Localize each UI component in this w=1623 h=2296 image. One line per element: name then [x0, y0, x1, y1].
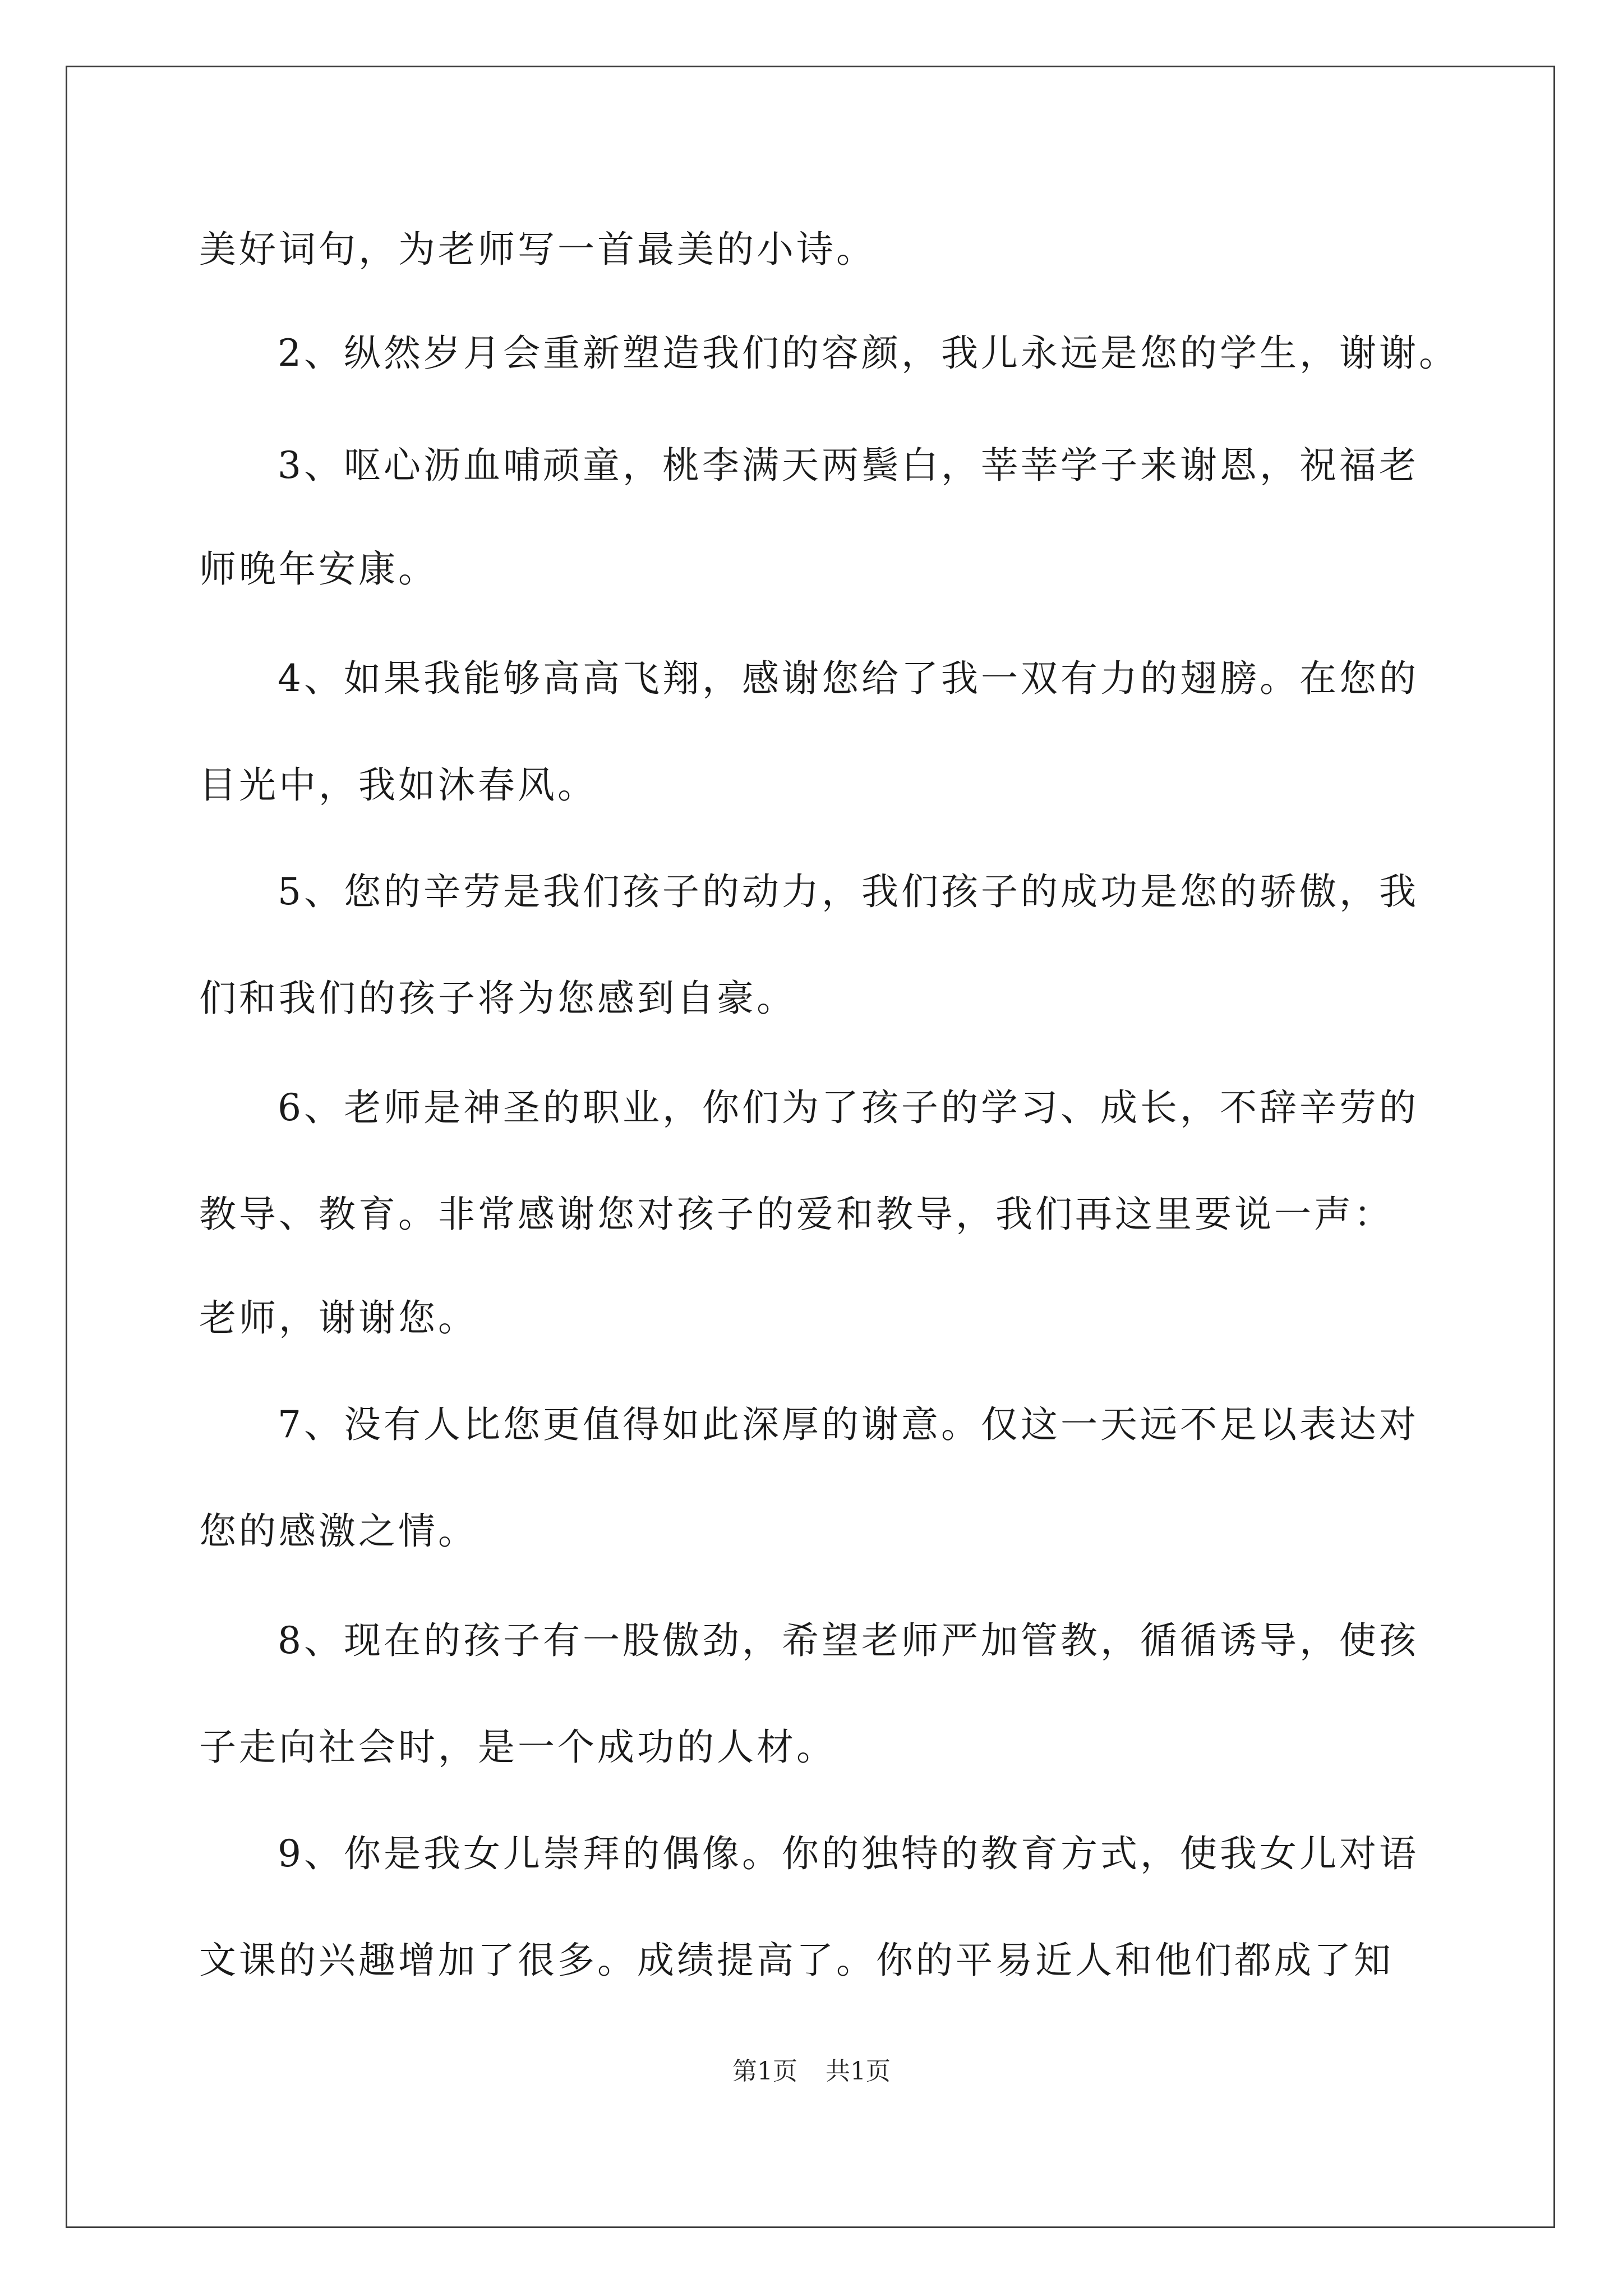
text-line: 3、呕心沥血哺顽童，桃李满天两鬓白，莘莘学子来谢恩，祝福老	[278, 444, 1419, 487]
text-line: 目光中，我如沐春风。	[199, 763, 597, 807]
page-total: 共1页	[826, 2057, 891, 2086]
text-line: 5、您的辛劳是我们孩子的动力，我们孩子的成功是您的骄傲，我	[278, 870, 1419, 913]
text-line: 们和我们的孩子将为您感到自豪。	[199, 977, 796, 1020]
text-line: 教导、教育。非常感谢您对孩子的爱和教导，我们再这里要说一声：	[199, 1193, 1394, 1236]
text-line: 师晚年安康。	[199, 547, 438, 591]
text-line: 2、纵然岁月会重新塑造我们的容颜，我儿永远是您的学生，谢谢。	[278, 332, 1459, 375]
text-line: 8、现在的孩子有一股傲劲，希望老师严加管教，循循诱导，使孩	[278, 1619, 1419, 1662]
page-footer	[0, 2056, 1623, 2087]
text-line: 美好词句，为老师写一首最美的小诗。	[199, 228, 876, 271]
text-line: 文课的兴趣增加了很多。成绩提高了。你的平易近人和他们都成了知	[199, 1939, 1394, 1982]
text-line: 6、老师是神圣的职业，你们为了孩子的学习、成长，不辞辛劳的	[278, 1086, 1419, 1129]
text-line: 4、如果我能够高高飞翔，感谢您给了我一双有力的翅膀。在您的	[278, 657, 1419, 700]
page-number: 第1页	[732, 2057, 797, 2086]
page-frame	[66, 66, 1555, 2228]
text-line: 9、你是我女儿崇拜的偶像。你的独特的教育方式，使我女儿对语	[278, 1832, 1419, 1875]
text-line: 子走向社会时，是一个成功的人材。	[199, 1726, 836, 1769]
text-line: 7、没有人比您更值得如此深厚的谢意。仅这一天远不足以表达对	[278, 1403, 1419, 1446]
text-line: 您的感激之情。	[199, 1510, 478, 1553]
text-line: 老师，谢谢您。	[199, 1296, 478, 1340]
